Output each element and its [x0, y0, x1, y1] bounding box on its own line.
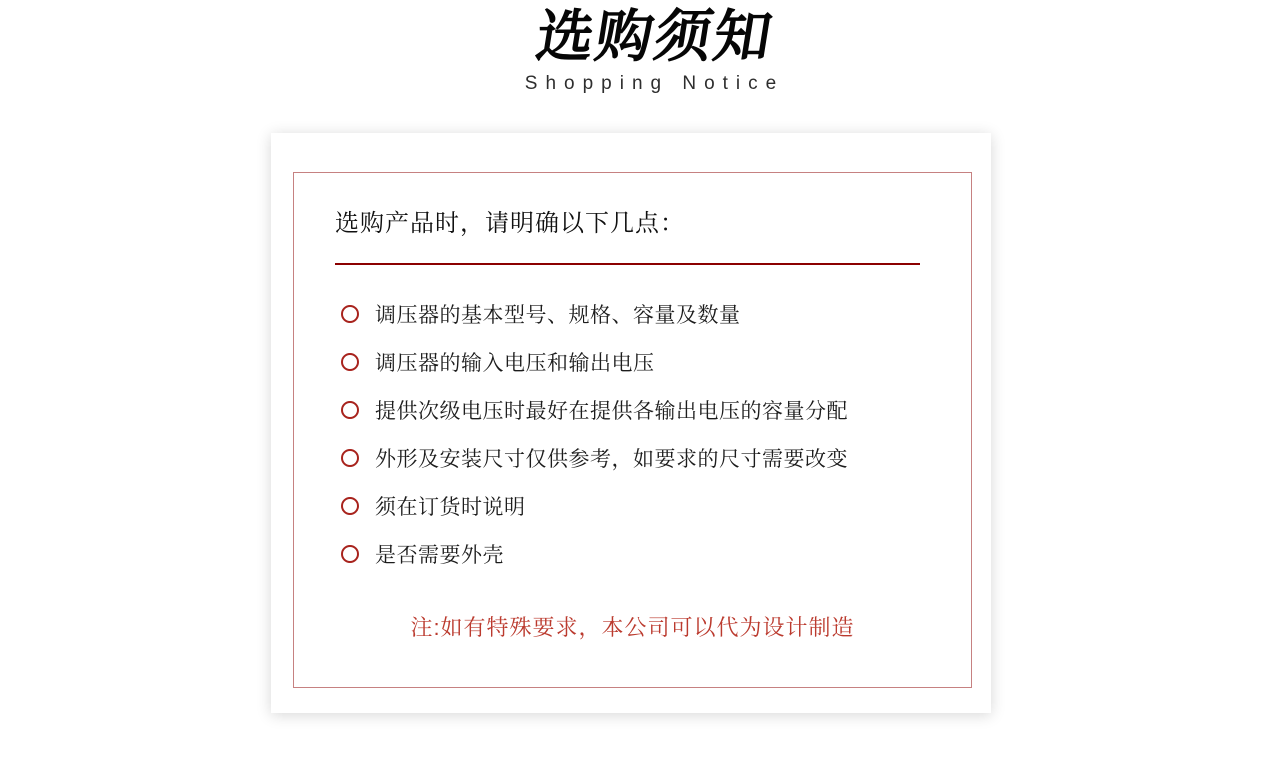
- notice-heading: 选购产品时，请明确以下几点：: [335, 210, 685, 237]
- list-item-text: 调压器的基本型号、规格、容量及数量: [375, 303, 741, 327]
- header: [22, 0, 1265, 95]
- notice-card: [271, 133, 991, 713]
- page-title: 选购须知: [531, 5, 778, 69]
- heading-divider: [335, 263, 920, 265]
- circle-bullet-icon: [341, 545, 359, 563]
- circle-bullet-icon: [341, 449, 359, 467]
- notice-list: [294, 299, 971, 568]
- list-item-text: 提供次级电压时最好在提供各输出电压的容量分配: [375, 399, 848, 423]
- list-item: [341, 347, 971, 376]
- list-item: [341, 395, 971, 424]
- special-note: 注:如有特殊要求，本公司可以代为设计制造: [410, 615, 855, 640]
- list-item: [341, 539, 971, 568]
- list-item: [341, 299, 971, 328]
- page-subtitle: Shopping Notice: [524, 72, 785, 94]
- circle-bullet-icon: [341, 305, 359, 323]
- circle-bullet-icon: [341, 401, 359, 419]
- circle-bullet-icon: [341, 497, 359, 515]
- circle-bullet-icon: [341, 353, 359, 371]
- list-item-text: 须在订货时说明: [375, 495, 526, 519]
- notice-border-box: [293, 172, 972, 688]
- list-item: [341, 443, 971, 472]
- list-item: [341, 491, 971, 520]
- list-item-text: 调压器的输入电压和输出电压: [375, 351, 655, 375]
- list-item-text: 是否需要外壳: [375, 543, 504, 567]
- list-item-text: 外形及安装尺寸仅供参考，如要求的尺寸需要改变: [375, 447, 848, 471]
